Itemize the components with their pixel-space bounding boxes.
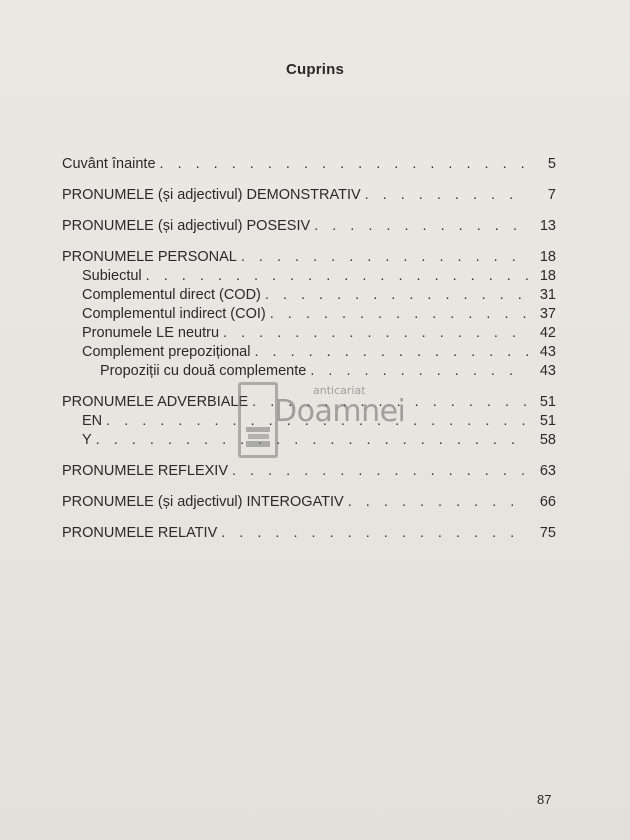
toc-leader-dots: [221, 524, 528, 543]
toc-entry-label: PRONUMELE REFLEXIV: [62, 463, 228, 479]
toc-entry-label: Pronumele LE neutru: [82, 325, 220, 341]
toc-entry-label: EN: [82, 413, 103, 429]
watermark-top-text: anticariat: [313, 384, 366, 397]
toc-entry-page: 58: [539, 432, 556, 448]
toc-entry: [62, 343, 556, 362]
toc-entry: [62, 155, 556, 174]
toc-entry-label: Complementul indirect (COI): [82, 306, 266, 322]
watermark-main-text: Doamnei: [274, 394, 406, 429]
toc-entry: [62, 524, 556, 543]
toc-entry-page: 7: [547, 187, 556, 203]
toc-entry-label: PRONUMELE PERSONAL: [62, 249, 237, 265]
books-icon: [245, 425, 271, 449]
toc-leader-dots: [160, 155, 528, 174]
toc-entry-page: 43: [539, 344, 556, 360]
toc-entry: [62, 362, 556, 381]
toc-entry-label: Y: [82, 432, 92, 448]
watermark-frame: [238, 382, 278, 458]
toc-entry: [62, 217, 556, 236]
toc-leader-dots: [146, 267, 528, 286]
toc-entry-page: 5: [547, 156, 556, 172]
toc-entry-page: 63: [539, 463, 556, 479]
toc-leader-dots: [310, 362, 528, 381]
toc-entry-page: 42: [539, 325, 556, 341]
toc-entry: [62, 267, 556, 286]
toc-entry-page: 37: [539, 306, 556, 322]
toc-entry-page: 18: [539, 268, 556, 284]
toc-entry: [62, 324, 556, 343]
page-number: 87: [537, 792, 552, 807]
toc-leader-dots: [254, 343, 528, 362]
toc-entry-page: 43: [539, 363, 556, 379]
toc-leader-dots: [223, 324, 528, 343]
toc-entry-label: Propoziții cu două complemente: [100, 363, 307, 379]
toc-entry-label: PRONUMELE (și adjectivul) INTEROGATIV: [62, 494, 344, 510]
toc-leader-dots: [232, 462, 528, 481]
toc-leader-dots: [314, 217, 528, 236]
toc-entry-page: 75: [539, 525, 556, 541]
toc-entry-label: PRONUMELE (și adjectivul) DEMONSTRATIV: [62, 187, 361, 203]
toc-leader-dots: [348, 493, 528, 512]
toc-entry-label: Complement prepozițional: [82, 344, 251, 360]
toc-entry-page: 66: [539, 494, 556, 510]
toc-entry: [62, 493, 556, 512]
toc-entry-page: 13: [539, 218, 556, 234]
toc-entry-label: PRONUMELE (și adjectivul) POSESIV: [62, 218, 311, 234]
toc-entry: [62, 462, 556, 481]
watermark-logo: [238, 382, 406, 457]
toc-entry: [62, 305, 556, 324]
toc-entry-label: PRONUMELE ADVERBIALE: [62, 394, 249, 410]
toc-leader-dots: [270, 305, 528, 324]
toc-entry-page: 51: [539, 413, 556, 429]
toc-leader-dots: [241, 248, 528, 267]
toc-entry-page: 31: [539, 287, 556, 303]
toc-entry-label: Cuvânt înainte: [62, 156, 156, 172]
toc-leader-dots: [365, 186, 528, 205]
toc-entry-page: 51: [539, 394, 556, 410]
toc-entry-label: Complementul direct (COD): [82, 287, 261, 303]
toc-entry: [62, 186, 556, 205]
toc-leader-dots: [265, 286, 528, 305]
page-title: Cuprins: [285, 61, 345, 78]
toc-entry: [62, 286, 556, 305]
table-of-contents: [62, 155, 556, 543]
toc-entry-page: 18: [539, 249, 556, 265]
toc-entry-label: PRONUMELE RELATIV: [62, 525, 218, 541]
toc-entry-label: Subiectul: [82, 268, 142, 284]
toc-entry: [62, 248, 556, 267]
